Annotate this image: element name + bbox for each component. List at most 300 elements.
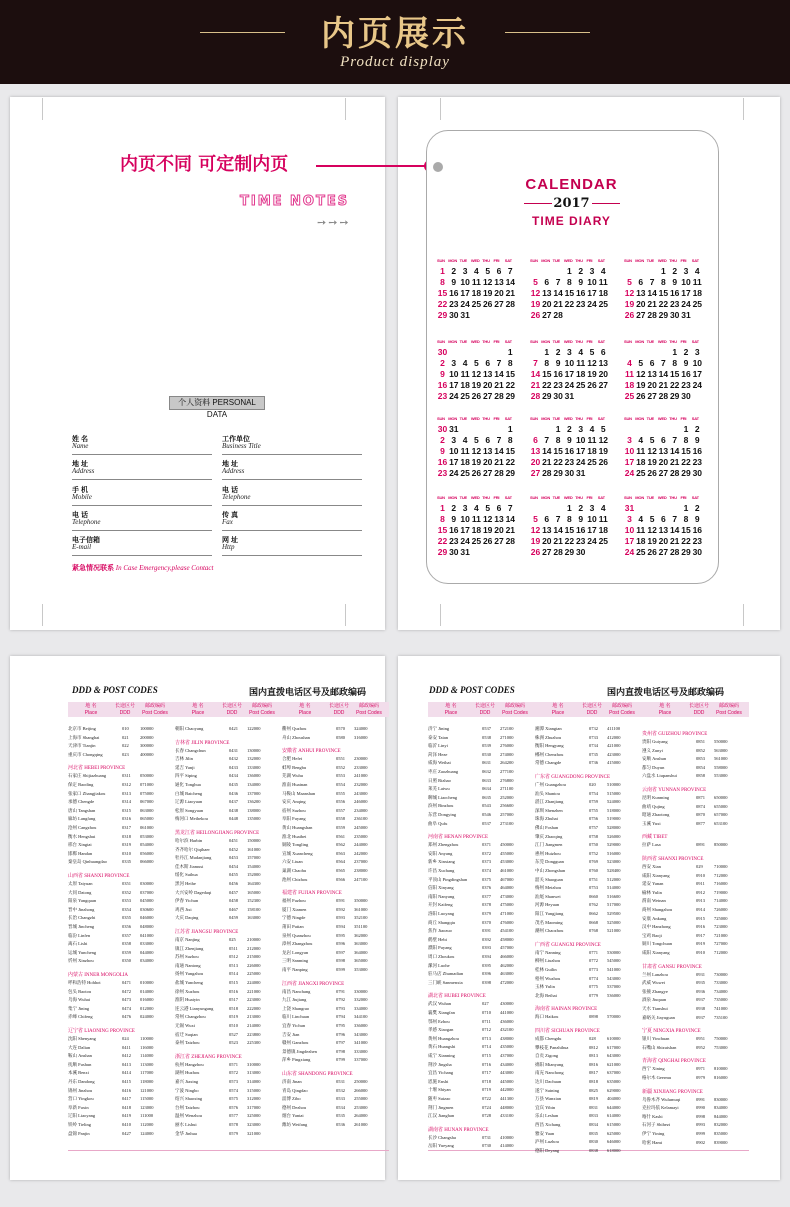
ddd-cell: 0570 xyxy=(336,726,345,731)
day-cell: 8 xyxy=(567,514,572,524)
ddd-cell: 0454 xyxy=(229,863,238,869)
postcode-cell: 730000 xyxy=(714,971,728,977)
day-cell: 29 xyxy=(437,310,448,320)
day-cell: 28 xyxy=(647,310,657,320)
postcode-cell: 245000 xyxy=(354,825,368,830)
codes-header-cell xyxy=(714,703,744,717)
day-cell: 17 xyxy=(460,525,470,535)
postcode-cell: 277100 xyxy=(500,769,514,774)
ddd-cell: 0797 xyxy=(336,1040,345,1046)
ddd-cell: 0527 xyxy=(229,1031,238,1037)
month-block xyxy=(437,495,517,567)
postcode-cell: 835000 xyxy=(714,1131,728,1136)
postcode-cell: 653100 xyxy=(714,820,728,826)
province-cn: 山西省 xyxy=(68,874,84,879)
header-cn: 长途区号 xyxy=(114,703,135,709)
table-row xyxy=(642,1140,742,1149)
ddd-cell: 0735 xyxy=(589,751,598,757)
day-cell: 14 xyxy=(669,446,680,456)
day-cell: 23 xyxy=(575,299,586,309)
postcode-cell: 741000 xyxy=(714,1006,728,1011)
province-cn: 河南省 xyxy=(428,835,444,841)
postcode-cell: 210000 xyxy=(247,937,261,942)
field-name[interactable] xyxy=(72,436,212,455)
place-cell: 阜新 Fuxin xyxy=(68,1104,89,1110)
weekday-label: WED xyxy=(563,339,573,344)
postcode-cell: 712000 xyxy=(714,872,728,878)
weekday-label: FRI xyxy=(493,258,500,263)
province-cn: 海南省 xyxy=(535,1007,551,1013)
day-cell: 27 xyxy=(530,468,541,478)
weekday-header xyxy=(624,416,704,423)
postcode-cell: 433100 xyxy=(500,1113,514,1119)
place-cell: 广州 Guangzhou xyxy=(535,782,566,787)
day-cell: 11 xyxy=(625,369,634,379)
place-cell: 太原 Taiyuan xyxy=(68,881,93,886)
ddd-cell: 0580 xyxy=(336,734,345,740)
place-cell: 九江 Jiujiang xyxy=(282,997,307,1003)
postcode-cell: 271000 xyxy=(500,734,514,740)
place-cell: 襄樊 Xiangfan xyxy=(428,1010,455,1015)
postcode-cell: 364000 xyxy=(354,949,368,955)
weekday-label: MON xyxy=(448,416,458,421)
ddd-cell: 0436 xyxy=(229,790,238,796)
table-row xyxy=(68,958,168,967)
day-cell: 20 xyxy=(647,380,657,390)
ddd-cell: 0571 xyxy=(229,1061,238,1067)
day-cell: 28 xyxy=(658,391,669,401)
day-cell: 13 xyxy=(658,525,669,535)
month-block xyxy=(624,339,704,411)
postcode-cell: 243000 xyxy=(354,790,368,796)
ddd-cell: 0562 xyxy=(336,842,345,848)
ddd-cell: 0376 xyxy=(482,885,491,891)
postcode-cell: 410000 xyxy=(500,1134,514,1140)
postcode-cell: 516000 xyxy=(607,850,621,856)
day-cell: 24 xyxy=(564,380,575,390)
weekday-label: WED xyxy=(657,258,667,263)
ddd-cell: 028 xyxy=(589,1036,596,1041)
weekday-label: SUN xyxy=(530,258,538,263)
ddd-cell: 0858 xyxy=(696,773,705,779)
day-cell: 9 xyxy=(694,514,700,524)
place-cell: 六安 Liuan xyxy=(282,859,303,865)
day-cell: 6 xyxy=(544,277,550,287)
postcode-cell: 324000 xyxy=(354,726,368,731)
place-cell: 郴州 Chenzhou xyxy=(535,751,564,757)
weekday-label: SUN xyxy=(624,258,632,263)
postcode-cell: 114000 xyxy=(140,1053,154,1059)
postcode-cell: 014000 xyxy=(140,988,154,994)
ddd-cell: 0530 xyxy=(482,751,491,757)
postcode-cell: 224000 xyxy=(247,980,261,985)
header-en: Post Codes xyxy=(356,710,382,716)
field-label-en: Address xyxy=(72,467,95,475)
day-cell: 24 xyxy=(692,380,703,390)
day-cell: 18 xyxy=(624,380,635,390)
ddd-cell: 0453 xyxy=(229,855,238,861)
day-cell: 23 xyxy=(437,468,448,478)
weekday-header xyxy=(437,339,517,346)
day-cell: 31 xyxy=(624,503,635,513)
field-telephone[interactable] xyxy=(72,512,212,531)
postcode-cell: 063000 xyxy=(140,807,154,813)
ddd-cell: 0813 xyxy=(589,1053,598,1059)
day-cell: 11 xyxy=(460,446,470,456)
place-cell: 邢台 Xingtai xyxy=(68,842,92,848)
place-cell: 汕头 Shantou xyxy=(535,790,560,796)
ddd-cell: 0714 xyxy=(482,1044,491,1050)
ddd-cell: 0838 xyxy=(589,1147,598,1153)
day-cell: 10 xyxy=(681,277,691,287)
postcode-cell: 344100 xyxy=(354,1014,368,1020)
day-cell: 28 xyxy=(553,310,563,320)
postcode-cell: 312000 xyxy=(247,1096,261,1102)
postcode-cell: 521000 xyxy=(607,928,621,934)
place-cell: 宁德 Ningde xyxy=(282,915,306,921)
crop-mark xyxy=(440,98,441,120)
day-cell: 1 xyxy=(440,503,445,513)
ddd-cell: 0938 xyxy=(696,1006,705,1011)
ddd-cell: 0596 xyxy=(336,941,345,947)
table-row xyxy=(642,1045,742,1054)
day-cell: 8 xyxy=(507,358,513,368)
weekday-label: FRI xyxy=(493,495,500,500)
postcode-cell: 472000 xyxy=(500,979,514,985)
day-cell: 24 xyxy=(681,299,691,309)
postcode-cell: 241000 xyxy=(354,773,368,779)
table-row xyxy=(68,752,168,761)
ddd-cell: 0536 xyxy=(336,1122,345,1127)
field-label-en: Fax xyxy=(222,518,233,526)
province-cn: 青海省 xyxy=(642,1059,658,1065)
ddd-cell: 0911 xyxy=(696,881,705,887)
field-label-en: Telephone xyxy=(72,518,101,526)
postcode-cell: 530000 xyxy=(607,949,621,955)
province-header xyxy=(535,773,610,780)
year-rule-right xyxy=(592,203,620,204)
table-row xyxy=(175,816,275,825)
weekday-label: TUE xyxy=(552,416,560,421)
ddd-cell: 0457 xyxy=(229,889,238,895)
day-cell: 5 xyxy=(533,277,538,287)
day-cell: 16 xyxy=(564,446,575,456)
ddd-cell: 0373 xyxy=(482,859,491,865)
postcode-cell: 313000 xyxy=(247,1070,261,1076)
postcode-cell: 361000 xyxy=(354,906,368,912)
weekday-label: SUN xyxy=(530,339,538,344)
field-mobile[interactable] xyxy=(72,487,212,506)
day-cell: 10 xyxy=(449,446,459,456)
ddd-cell: 0734 xyxy=(589,743,598,749)
day-cell: 26 xyxy=(471,391,482,401)
ddd-cell: 0912 xyxy=(696,889,705,895)
crop-mark xyxy=(440,604,441,626)
ddd-cell: 0355 xyxy=(122,915,131,921)
postcode-cell: 310000 xyxy=(247,1061,261,1067)
field-email[interactable] xyxy=(72,537,212,556)
day-cell: 8 xyxy=(507,435,513,445)
province-cn: 辽宁省 xyxy=(68,1029,84,1034)
codes-header-cell xyxy=(354,703,384,717)
province-cn: 内蒙古 xyxy=(68,973,84,978)
callout-line xyxy=(316,165,428,167)
postcode-cell: 350000 xyxy=(354,898,368,904)
codes-header-cell xyxy=(577,703,607,717)
day-cell: 8 xyxy=(683,514,689,524)
day-cell: 24 xyxy=(587,299,597,309)
postcode-cell: 635000 xyxy=(607,1079,621,1084)
place-cell: 江汉 Jianghan xyxy=(428,1113,455,1119)
province-en: GUANGXI PROVINCE xyxy=(551,942,601,948)
place-cell: 景德镇 Jingdezhen xyxy=(282,1048,317,1054)
postcode-cell: 237000 xyxy=(354,859,368,865)
day-cell: 10 xyxy=(460,514,470,524)
ddd-cell: 0456 xyxy=(229,881,238,886)
ddd-cell: 0595 xyxy=(336,932,345,938)
field-address[interactable] xyxy=(222,461,362,480)
postcode-cell: 050000 xyxy=(140,773,154,779)
day-cell: 28 xyxy=(505,299,516,309)
place-cell: 衢州 Quzhou xyxy=(282,726,307,731)
postcode-cell: 255000 xyxy=(354,1096,368,1102)
ddd-cell: 0577 xyxy=(229,1113,238,1119)
day-cell: 2 xyxy=(440,435,445,445)
table-row xyxy=(175,726,275,735)
province-cn: 四川省 xyxy=(535,1029,551,1034)
postcode-cell: 264000 xyxy=(354,1113,368,1119)
place-cell: 宁波 Ningbo xyxy=(175,1087,199,1093)
ddd-cell: 0317 xyxy=(122,825,131,830)
province-en: QINGHAI PROVINCE xyxy=(658,1059,706,1065)
place-cell: 郑州 Zhengzhou xyxy=(428,842,459,848)
day-cell: 9 xyxy=(555,358,561,368)
province-cn: 甘肃省 xyxy=(642,964,658,970)
day-cell: 2 xyxy=(694,503,700,513)
ddd-cell: 0517 xyxy=(229,997,238,1003)
postcode-cell: 115000 xyxy=(140,1096,154,1102)
field-telephone[interactable] xyxy=(222,487,362,506)
day-cell: 28 xyxy=(505,536,516,546)
weekday-header xyxy=(437,258,517,265)
day-cell: 29 xyxy=(505,468,516,478)
postcode-cell: 242000 xyxy=(354,850,368,856)
ddd-cell: 0757 xyxy=(589,825,598,830)
codes-header-cell xyxy=(183,703,213,717)
place-cell: 德州 Dezhou xyxy=(282,1104,307,1110)
ddd-cell: 0356 xyxy=(122,924,131,929)
day-cell: 3 xyxy=(589,266,595,276)
day-cell: 17 xyxy=(587,288,597,298)
day-cell: 17 xyxy=(449,380,459,390)
day-cell: 13 xyxy=(598,358,609,368)
day-cell: 15 xyxy=(505,446,516,456)
place-cell: 随枣 Suizao xyxy=(428,1096,451,1101)
place-cell: 梧州 Wuzhou xyxy=(535,975,561,981)
day-cell: 15 xyxy=(437,525,448,535)
field-website[interactable] xyxy=(222,537,362,556)
month-block xyxy=(530,416,610,488)
postcode-cell: 154000 xyxy=(247,863,261,869)
weekday-label: MON xyxy=(635,416,645,421)
ddd-cell: 0315 xyxy=(122,807,131,813)
province-header xyxy=(428,992,486,999)
day-cell: 21 xyxy=(669,457,680,467)
day-cell: 1 xyxy=(672,347,678,357)
weekday-header xyxy=(437,416,517,423)
weekday-label: FRI xyxy=(586,495,593,500)
province-header xyxy=(428,1126,489,1133)
table-row xyxy=(282,1122,382,1131)
weekday-label: MON xyxy=(541,416,551,421)
ddd-cell: 0557 xyxy=(336,807,345,813)
day-cell: 6 xyxy=(533,435,538,445)
place-cell: 厦门 Xiamen xyxy=(282,906,307,912)
table-row xyxy=(428,1143,528,1152)
postcode-cell: 336000 xyxy=(354,1023,368,1028)
day-cell: 6 xyxy=(485,358,491,368)
ddd-cell: 0559 xyxy=(336,825,345,830)
province-en: ZHEJIANG PROVINCE xyxy=(191,1054,242,1060)
month-block xyxy=(437,339,517,411)
ddd-cell: 0716 xyxy=(482,1061,491,1067)
postcode-cell: 116000 xyxy=(140,1044,154,1050)
postcode-cell: 512000 xyxy=(607,876,621,882)
table-row xyxy=(642,773,742,782)
place-cell: 乌鲁木齐 Wulumuqi xyxy=(642,1096,681,1102)
place-cell: 南昌 Nanchang xyxy=(282,988,311,994)
postcode-cell: 111000 xyxy=(140,1113,154,1119)
day-cell: 13 xyxy=(494,277,504,287)
codes-header-cell xyxy=(470,703,500,717)
place-cell: 牡丹江 Mudanjiang xyxy=(175,855,212,861)
ddd-cell: 0998 xyxy=(696,1113,705,1119)
postcode-cell: 415000 xyxy=(607,760,621,766)
place-cell: 新乡 Xinxiang xyxy=(428,859,455,865)
table-row xyxy=(282,735,382,744)
ddd-cell: 0812 xyxy=(589,1044,598,1050)
day-cell: 26 xyxy=(636,391,646,401)
header-cn: 邮政编码 xyxy=(144,703,165,709)
place-cell: 长治 Changzhi xyxy=(68,915,96,921)
ddd-cell: 0937 xyxy=(696,997,705,1003)
codes-title-en: DDD & POST CODES xyxy=(429,685,515,695)
day-cell: 25 xyxy=(460,391,470,401)
emergency-contact xyxy=(72,563,213,573)
table-row xyxy=(175,915,275,924)
postcode-cell: 712000 xyxy=(714,950,728,955)
day-cell: 27 xyxy=(647,391,657,401)
place-cell: 驻马店 Zhumadian xyxy=(428,971,464,977)
weekday-label: SUN xyxy=(437,258,445,263)
weekday-label: THU xyxy=(482,416,490,421)
day-cell: 2 xyxy=(567,424,572,434)
postcode-cell: 529500 xyxy=(607,911,621,916)
place-cell: 盐城 Yancheng xyxy=(175,980,203,985)
day-cell: 1 xyxy=(507,347,513,357)
postcode-cell: 471000 xyxy=(500,911,514,916)
place-cell: 茂名 Maoming xyxy=(535,919,563,925)
day-cell: 20 xyxy=(494,288,504,298)
place-cell: 湖州 Huzhou xyxy=(175,1070,200,1076)
field-business-title[interactable] xyxy=(222,436,362,455)
day-cell: 13 xyxy=(636,288,646,298)
day-cell: 9 xyxy=(578,277,584,287)
postcode-cell: 037000 xyxy=(140,889,154,895)
day-cell: 31 xyxy=(460,547,470,557)
ddd-cell: 0561 xyxy=(336,833,345,839)
place-cell: 佛山 Foshan xyxy=(535,825,559,830)
ddd-cell: 024 xyxy=(122,1036,129,1041)
postcode-cell: 475000 xyxy=(500,902,514,908)
day-cell: 1 xyxy=(555,424,561,434)
ddd-cell: 0592 xyxy=(336,906,345,912)
place-cell: 开封 Kaifeng xyxy=(428,902,453,908)
ddd-cell: 0952 xyxy=(696,1044,705,1050)
postcode-cell: 625000 xyxy=(607,1130,621,1136)
field-label-cn: 姓 名 xyxy=(72,436,88,443)
ddd-cell: 0412 xyxy=(122,1053,131,1059)
ddd-cell: 010 xyxy=(122,726,129,731)
ddd-cell: 0871 xyxy=(696,795,705,800)
day-cell: 10 xyxy=(624,525,635,535)
day-cell: 23 xyxy=(669,299,680,309)
day-cell: 1 xyxy=(683,424,689,434)
ddd-cell: 0910 xyxy=(696,950,705,955)
field-fax[interactable] xyxy=(222,512,362,531)
place-cell: 衡阳 Hengyang xyxy=(535,743,564,749)
postcode-cell: 010000 xyxy=(140,980,154,985)
day-cell: 11 xyxy=(576,358,586,368)
header-banner xyxy=(0,0,790,84)
postcode-cell: 165000 xyxy=(247,889,261,895)
field-address[interactable] xyxy=(72,461,212,480)
day-cell: 21 xyxy=(505,525,516,535)
postcode-cell: 075000 xyxy=(140,790,154,796)
place-cell: 韶关 Shaoguan xyxy=(535,876,563,882)
day-cell: 5 xyxy=(485,266,491,276)
place-cell: 西昌 Xichang xyxy=(535,1122,561,1127)
day-cell: 11 xyxy=(587,435,597,445)
ddd-cell: 0518 xyxy=(229,1005,238,1011)
crop-mark xyxy=(743,604,744,626)
place-cell: 马鞍山 Maanshan xyxy=(282,790,316,796)
day-cell: 4 xyxy=(578,347,584,357)
header-en: Place xyxy=(551,710,565,716)
place-cell: 乐山 Leshan xyxy=(535,1113,559,1119)
ddd-cell: 0370 xyxy=(482,919,491,925)
day-cell: 7 xyxy=(496,358,502,368)
day-cell: 27 xyxy=(658,547,669,557)
place-cell: 徐州 Xuzhou xyxy=(175,988,200,994)
day-cell: 27 xyxy=(542,310,552,320)
day-cell: 16 xyxy=(692,446,703,456)
place-cell: 大连 Dalian xyxy=(68,1044,91,1050)
weekday-label: SAT xyxy=(504,339,512,344)
place-cell: 周口 Zhoukou xyxy=(428,954,455,959)
place-cell: 青岛 Qingdao xyxy=(282,1087,308,1093)
header-en: Post Codes xyxy=(609,710,635,716)
month-block xyxy=(624,258,704,330)
place-cell: 潮州 Chaozhou xyxy=(535,928,564,934)
ddd-cell: 0999 xyxy=(696,1131,705,1136)
day-cell: 29 xyxy=(669,391,680,401)
day-cell: 10 xyxy=(564,358,575,368)
day-cell: 22 xyxy=(658,299,669,309)
place-cell: 临川 Linchuan xyxy=(282,1014,310,1020)
province-header xyxy=(175,1053,242,1060)
place-cell: 赣州 Ganzhou xyxy=(282,1040,309,1046)
